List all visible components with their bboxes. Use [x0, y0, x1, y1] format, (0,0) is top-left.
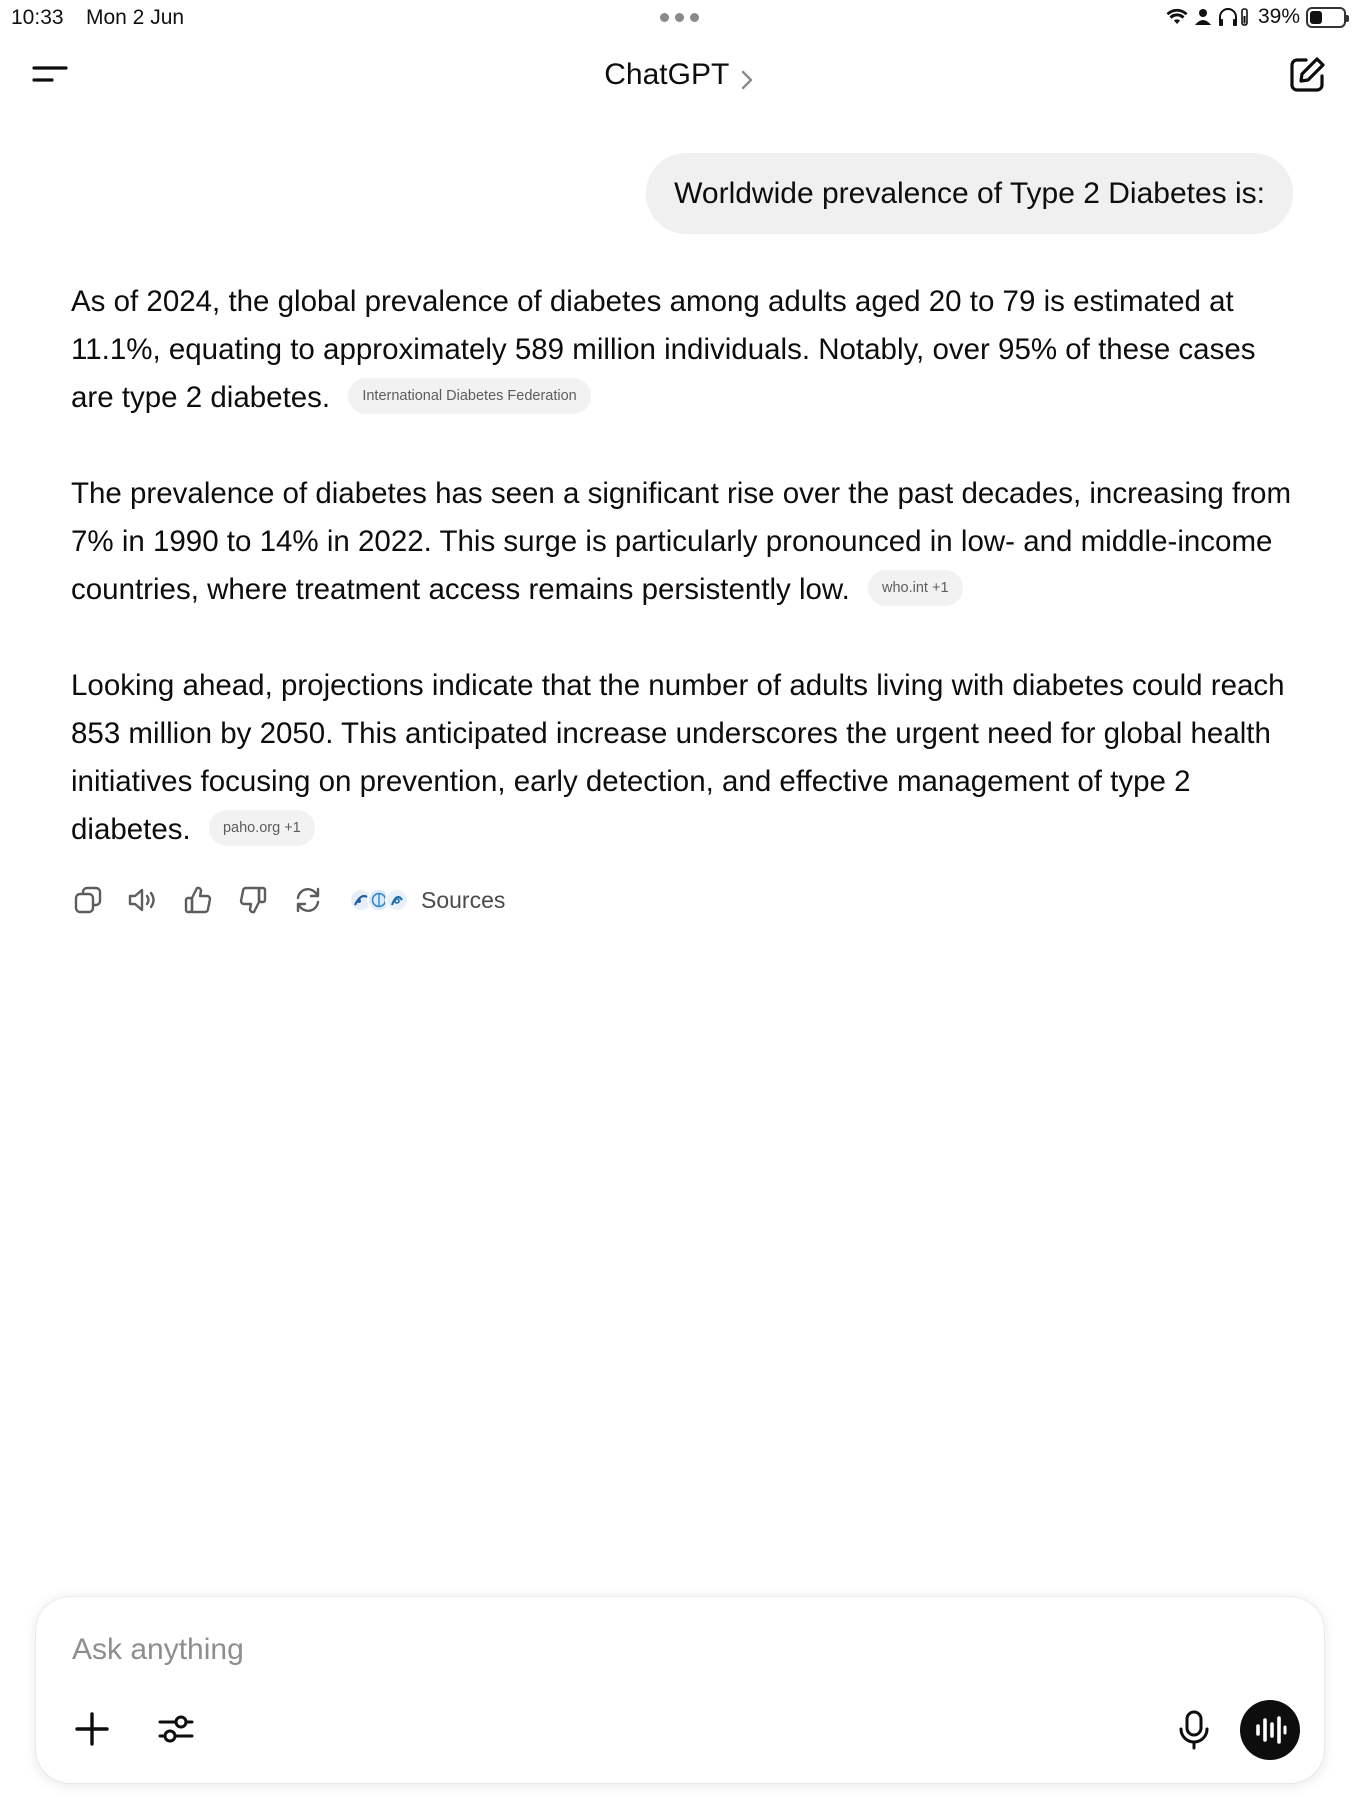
read-aloud-button[interactable] — [126, 883, 160, 917]
battery-icon — [1306, 7, 1346, 28]
paho-favicon-icon — [385, 888, 409, 912]
thumbs-down-button[interactable] — [236, 883, 270, 917]
user-message-bubble — [646, 153, 1293, 234]
model-selector[interactable] — [0, 58, 1358, 92]
assistant-paragraph — [71, 278, 1296, 422]
dictation-button[interactable] — [1174, 1709, 1214, 1751]
thumbs-down-icon — [238, 885, 268, 915]
headphones-icon — [1218, 7, 1252, 27]
app-header — [0, 48, 1358, 104]
battery-percent: 39% — [1257, 5, 1300, 28]
person-icon — [1194, 8, 1212, 26]
citation-chip[interactable]: paho.org +1 — [209, 810, 315, 846]
wifi-icon — [1166, 8, 1188, 26]
new-chat-button[interactable] — [1286, 54, 1328, 96]
sources-label: Sources — [421, 886, 506, 913]
assistant-paragraph-text: The prevalence of diabetes has seen a significant rise over the past decades, increasing from 7% in 1990 to 14% in 2022. This surge is particularly pronounced in low- and middle-income countries, where treatment access remains persistently low. — [71, 477, 1292, 606]
assistant-paragraph-text: Looking ahead, projections indicate that the number of adults living with diabetes could reach 853 million by 2050. This anticipated increase underscores the urgent need for global health initiatives focusing on prevention, early detection, and effective management of type 2 diabetes. — [71, 669, 1285, 846]
multitasking-dots[interactable] — [660, 13, 699, 22]
voice-mode-icon — [1253, 1715, 1287, 1745]
status-bar — [0, 0, 1358, 36]
assistant-paragraph-text: As of 2024, the global prevalence of diabetes among adults aged 20 to 79 is estimated at 11.1%, equating to approximately 589 million individuals. Notably, over 95% of these cases are type 2 diabetes. — [71, 285, 1256, 414]
status-date: Mon 2 Jun — [86, 6, 185, 29]
regenerate-button[interactable] — [291, 883, 325, 917]
status-indicators — [1166, 5, 1346, 29]
thumbs-up-icon — [183, 885, 213, 915]
copy-icon — [73, 885, 103, 915]
new-chat-edit-icon — [1286, 54, 1328, 96]
copy-button[interactable] — [71, 883, 105, 917]
regenerate-icon — [293, 885, 323, 915]
message-composer — [36, 1597, 1324, 1783]
tools-button[interactable] — [156, 1709, 196, 1749]
thumbs-up-button[interactable] — [181, 883, 215, 917]
tools-sliders-icon — [156, 1709, 196, 1749]
assistant-message — [71, 278, 1296, 902]
user-message-text: Worldwide prevalence of Type 2 Diabetes is: — [674, 176, 1265, 210]
prompt-input[interactable] — [72, 1633, 1072, 1667]
citation-chip[interactable]: International Diabetes Federation — [348, 378, 590, 414]
assistant-paragraph — [71, 662, 1296, 854]
read-aloud-icon — [127, 885, 159, 915]
sources-button[interactable] — [349, 887, 505, 914]
plus-icon — [72, 1709, 112, 1749]
add-attachment-button[interactable] — [72, 1709, 112, 1749]
citation-chip[interactable]: who.int +1 — [868, 570, 963, 606]
voice-mode-button[interactable] — [1240, 1700, 1300, 1760]
page-title: ChatGPT — [604, 58, 730, 91]
status-time: 10:33 — [11, 6, 64, 29]
chevron-right-icon — [740, 69, 754, 91]
message-actions — [71, 880, 505, 920]
source-favicons — [349, 888, 403, 912]
assistant-paragraph — [71, 470, 1296, 614]
microphone-icon — [1174, 1709, 1214, 1751]
